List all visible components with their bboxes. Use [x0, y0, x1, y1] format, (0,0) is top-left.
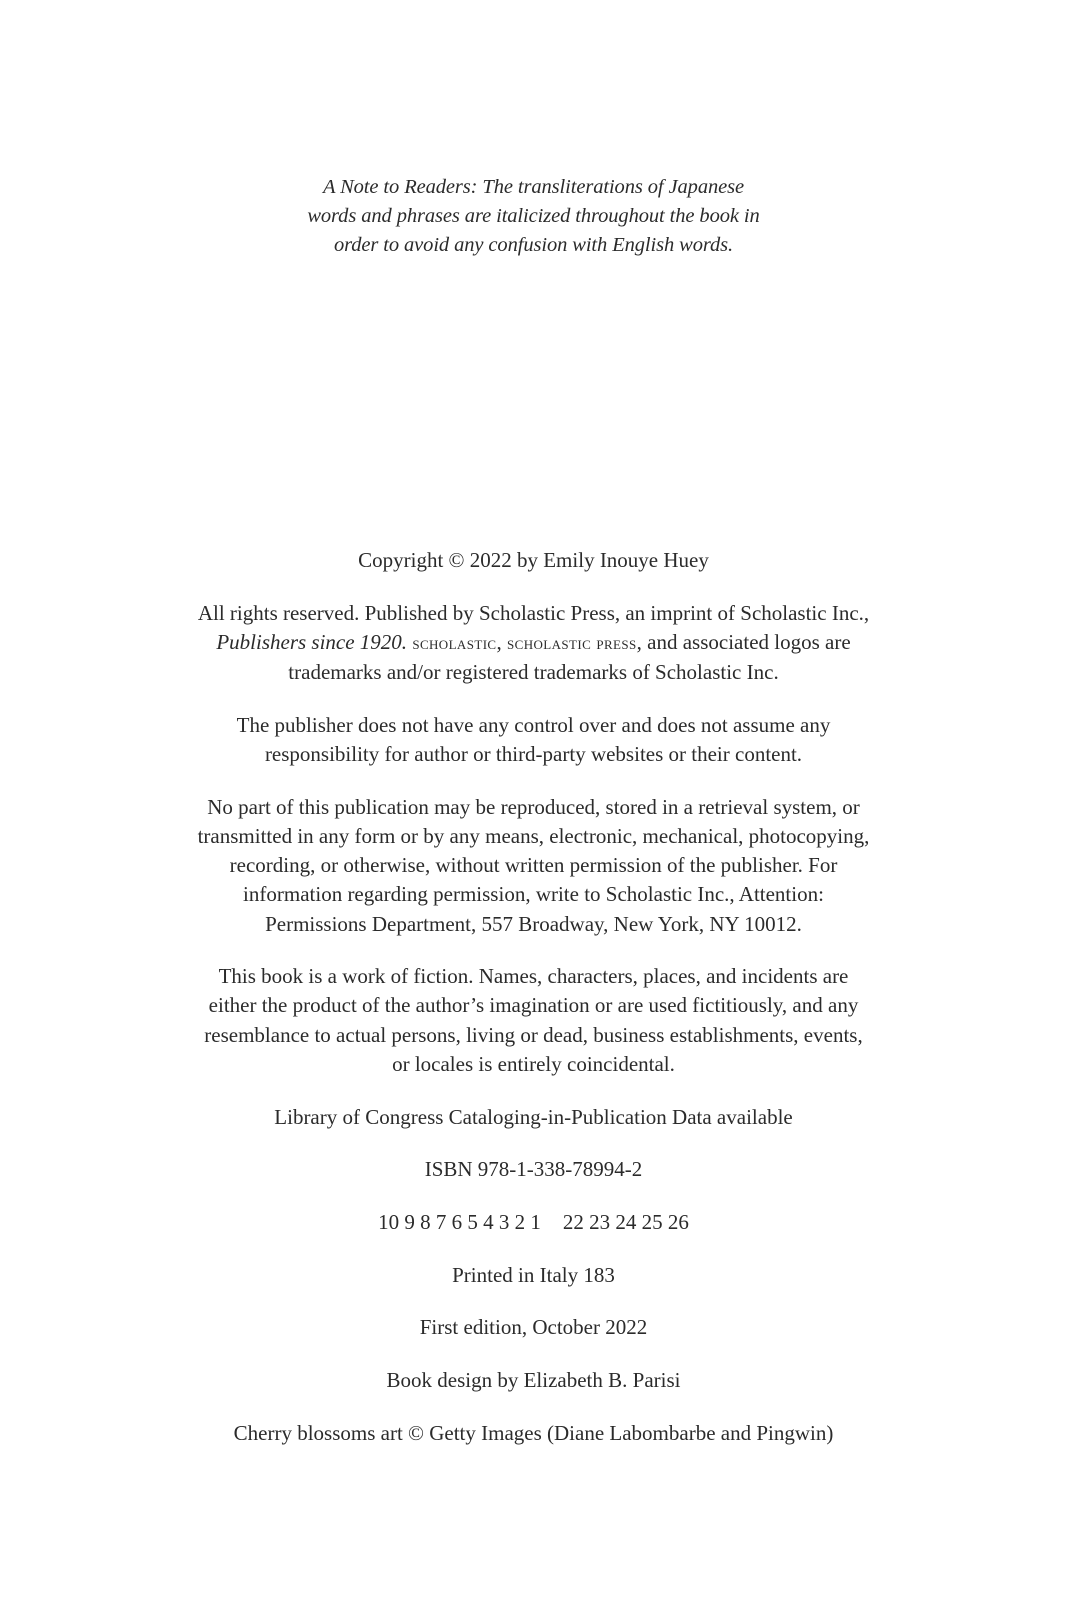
publishers-since: Publishers since 1920. — [216, 629, 408, 654]
cip-line: Library of Congress Cataloging-in-Publication Data available — [274, 1104, 793, 1129]
fiction-line: either the product of the author’s imagination or are used fictitiously, and any — [208, 993, 859, 1018]
note-to-readers — [0, 173, 1067, 260]
note-line: order to avoid any confusion with English words. — [333, 234, 734, 256]
note-line: words and phrases are italicized throughout the book in — [307, 205, 760, 227]
reproduction-notice — [0, 793, 1067, 939]
printing-numbers: 10 9 8 7 6 5 4 3 2 1 — [378, 1209, 541, 1234]
reproduction-line: Permissions Department, 557 Broadway, New York, NY 10012. — [265, 911, 802, 936]
art-credit: Cherry blossoms art © Getty Images (Diane Labombarbe and Pingwin) — [233, 1420, 834, 1445]
reproduction-line: recording, or otherwise, without written permission of the publisher. For — [229, 853, 838, 878]
publisher-disclaimer — [0, 711, 1067, 769]
design-credit: Book design by Elizabeth B. Parisi — [386, 1368, 681, 1393]
rights-line: All rights reserved. Published by Scholastic Press, an imprint of Scholastic Inc., — [197, 600, 870, 625]
fiction-line: resemblance to actual persons, living or dead, business establishments, events, — [204, 1022, 863, 1047]
reproduction-line: information regarding permission, write to Scholastic Inc., Attention: — [243, 882, 824, 907]
trademark-comma: , — [496, 629, 502, 654]
rights-line: trademarks and/or registered trademarks of Scholastic Inc. — [288, 660, 779, 685]
disclaimer-line: The publisher does not have any control over and does not assume any — [236, 712, 831, 737]
printing-line — [0, 1208, 1067, 1237]
isbn-line: ISBN 978-1-338-78994-2 — [424, 1157, 643, 1182]
fiction-line: This book is a work of fiction. Names, characters, places, and incidents are — [218, 964, 849, 989]
fiction-notice — [0, 962, 1067, 1079]
reproduction-line: transmitted in any form or by any means, electronic, mechanical, photocopying, — [197, 823, 870, 848]
printing-years: 22 23 24 25 26 — [562, 1209, 689, 1234]
note-line: A Note to Readers: The transliterations of Japanese — [323, 176, 744, 198]
trademark-scholastic: scholastic — [412, 632, 497, 654]
rights-paragraph — [0, 599, 1067, 688]
disclaimer-line: responsibility for author or third-party websites or their content. — [264, 742, 803, 767]
copyright-line: Copyright © 2022 by Emily Inouye Huey — [358, 548, 709, 572]
reproduction-line: No part of this publication may be reproduced, stored in a retrieval system, or — [207, 794, 860, 819]
rights-line-2 — [0, 628, 1067, 658]
printed-in-line: Printed in Italy 183 — [452, 1262, 615, 1287]
fiction-line: or locales is entirely coincidental. — [392, 1051, 675, 1076]
trademark-rest: , and associated logos are — [636, 629, 851, 654]
copyright-block — [0, 546, 1067, 1471]
trademark-scholastic-press: scholastic press — [507, 632, 637, 654]
edition-line: First edition, October 2022 — [419, 1315, 648, 1340]
